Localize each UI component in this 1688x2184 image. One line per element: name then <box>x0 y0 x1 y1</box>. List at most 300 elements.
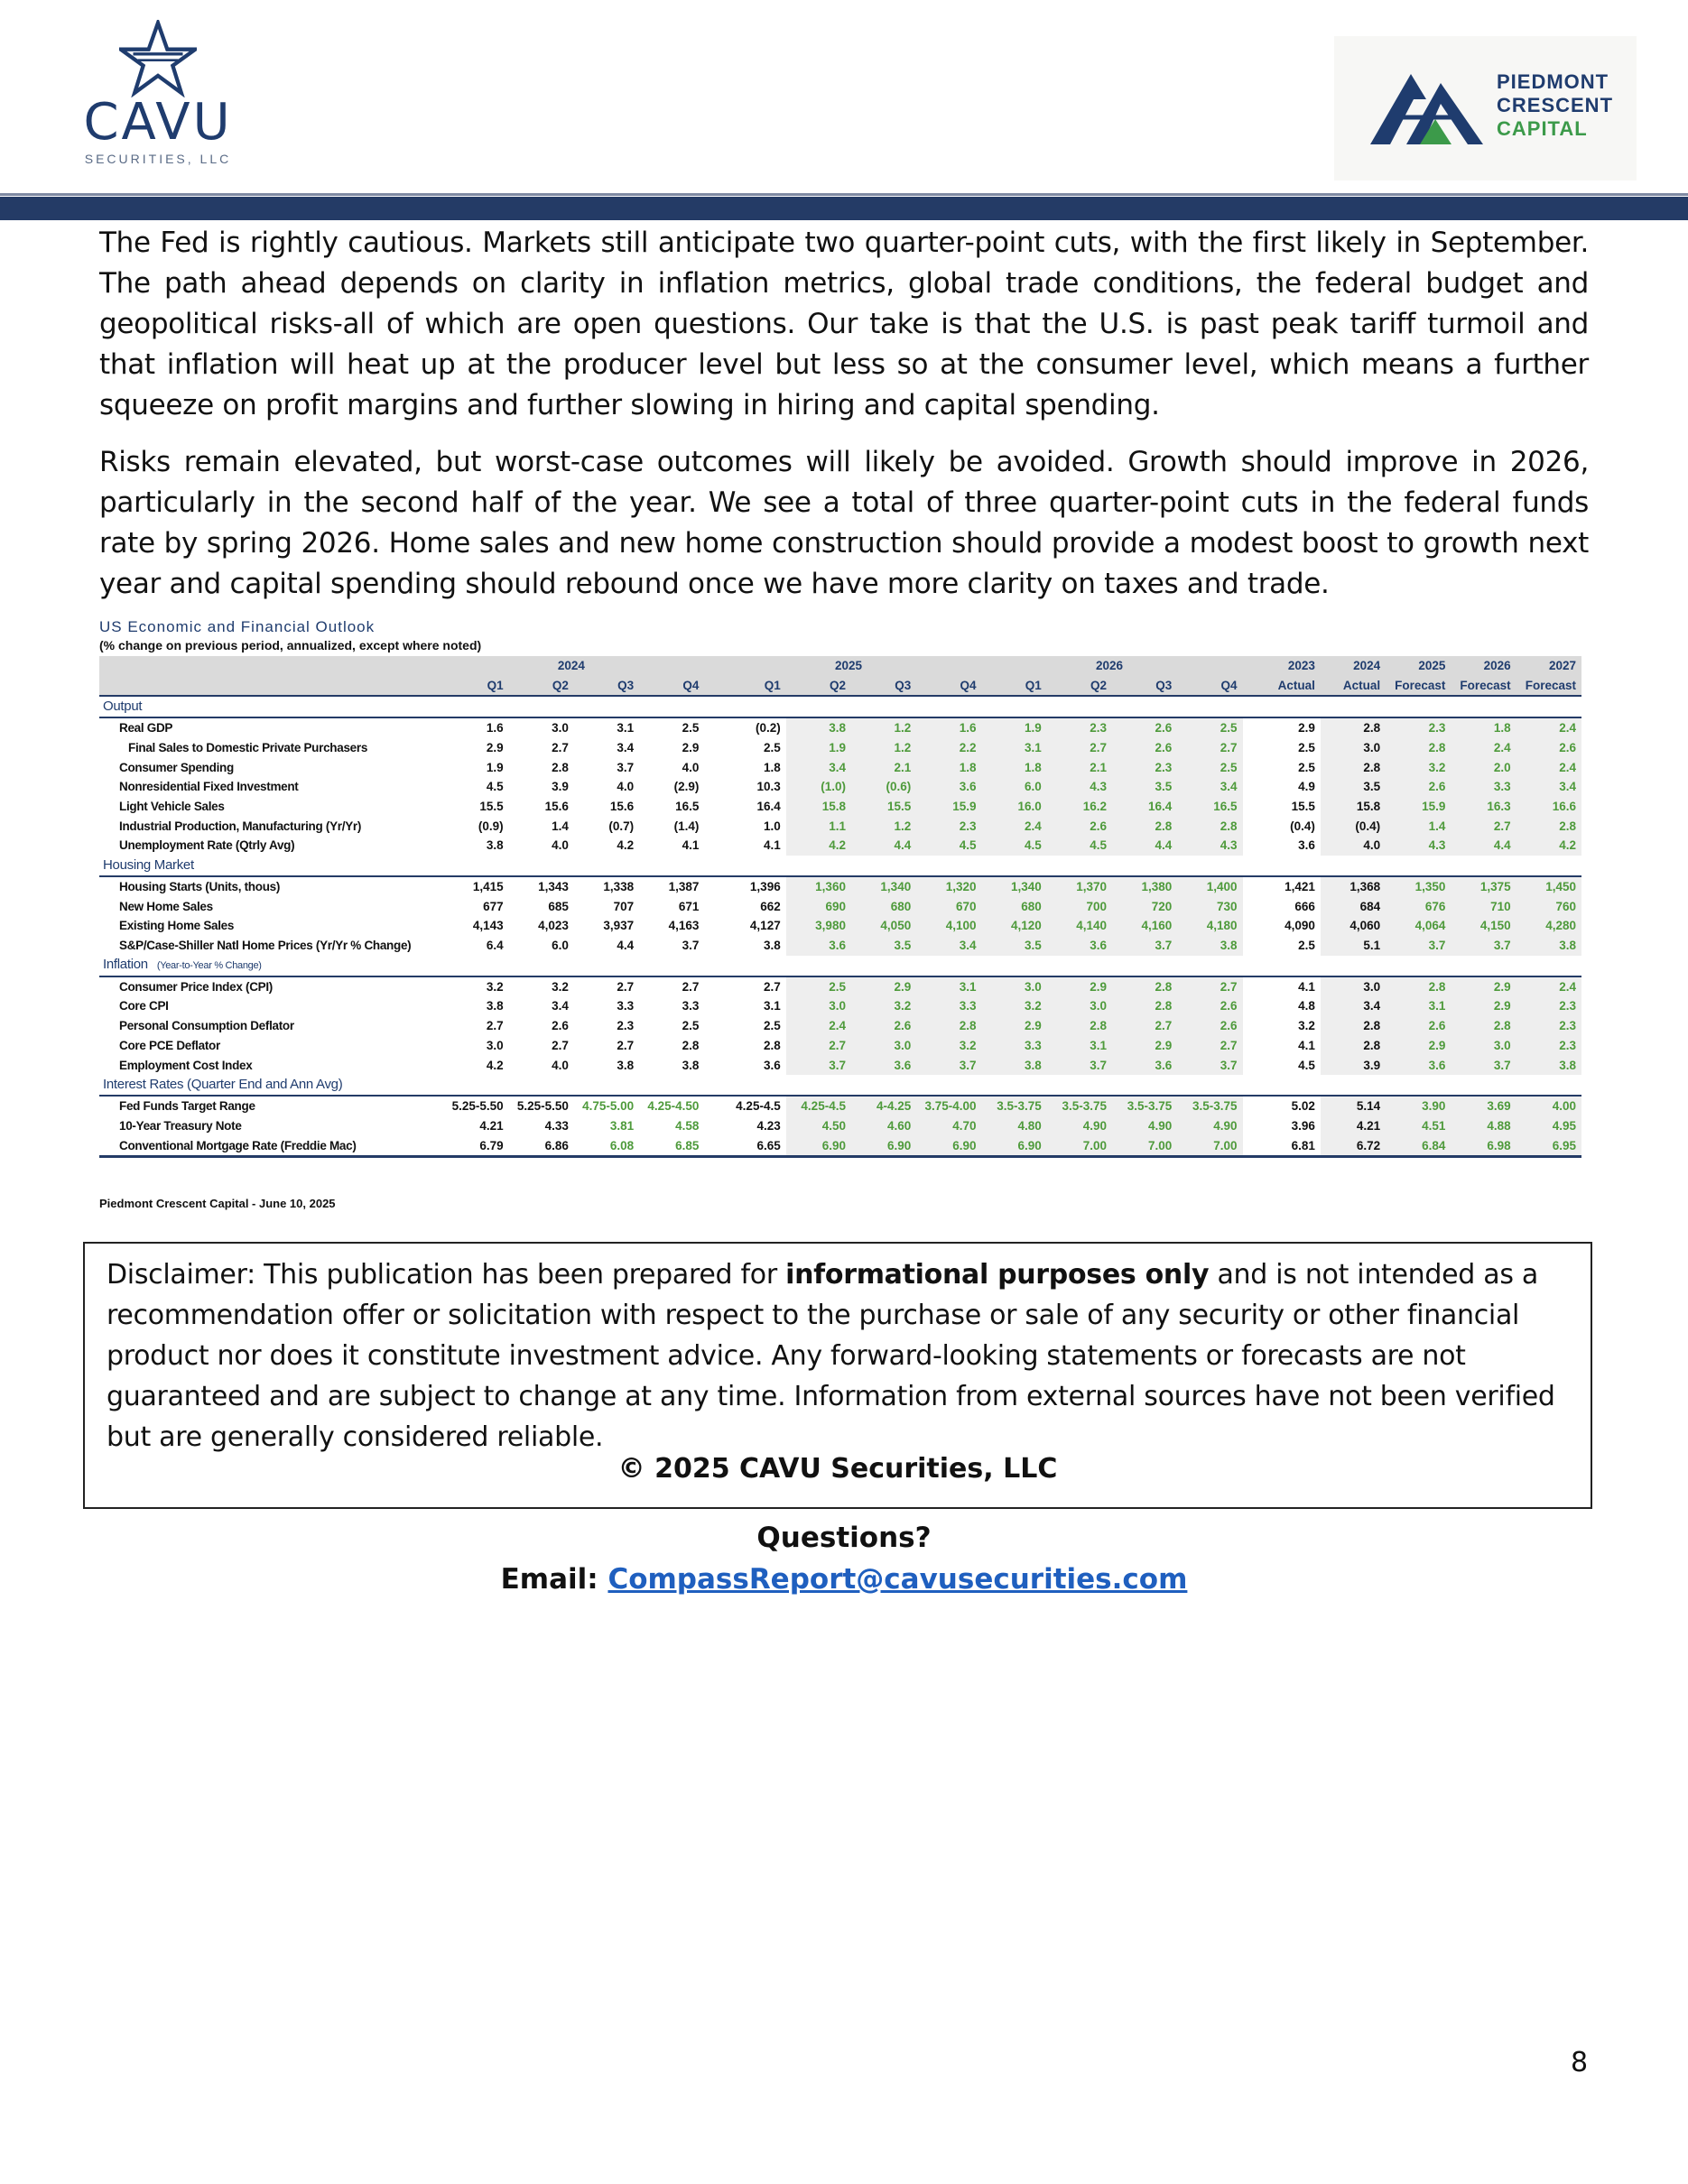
quarter-value: 3.5-3.75 <box>1177 1096 1242 1116</box>
quarter-value: 4.58 <box>675 1118 700 1133</box>
star-icon <box>119 20 197 97</box>
quarter-value: 3.75-4.00 <box>916 1096 981 1116</box>
gap-cell <box>704 997 720 1017</box>
annual-value: 666 <box>1294 899 1315 913</box>
gap-cell <box>1243 876 1256 897</box>
gap-cell <box>704 897 720 917</box>
annual-value: 3.6 <box>1386 1056 1451 1076</box>
quarter-value: 1.6 <box>916 717 981 738</box>
quarter-value: 2.5 <box>682 1019 700 1033</box>
quarter-value: 2.3 <box>617 1019 635 1033</box>
annual-value: 3.3 <box>1451 777 1516 797</box>
quarter-value: 4.0 <box>552 838 569 853</box>
quarter-value: 2.6 <box>1047 817 1112 837</box>
table-row <box>99 997 1581 1017</box>
table-row <box>99 1016 1581 1036</box>
header-quarter: Q4 <box>916 676 981 697</box>
annual-value: 2.9 <box>1451 997 1516 1017</box>
annual-value: 4.4 <box>1451 837 1516 856</box>
quarter-value: 1.2 <box>851 817 916 837</box>
quarter-value: 1,415 <box>472 880 504 894</box>
annual-value: 3.2 <box>1298 1019 1315 1033</box>
quarter-value: 2.7 <box>486 1019 504 1033</box>
annual-value: 2.6 <box>1516 738 1581 758</box>
quarter-value: 3.3 <box>682 999 700 1013</box>
table-row <box>99 1116 1581 1136</box>
header-quarter: Q1 <box>982 676 1047 697</box>
quarter-value: 4.0 <box>617 780 635 794</box>
table-row <box>99 817 1581 837</box>
quarter-value: 2.8 <box>763 1038 781 1052</box>
cavu-wordmark: CAVU <box>83 93 233 152</box>
quarter-value: 6.90 <box>786 1136 851 1157</box>
disclaimer-suffix: and is not intended as a recommendation offer or solicitation with respect to the purchase or sale of any security or other financial product nor does it constitute investment advice. Any forward-looking statements or forecasts are not guaranteed and are subject to change at any time. Information from external sources have not been verified but are generally considered reliable. <box>107 1259 1555 1453</box>
quarter-value: 3.6 <box>851 1056 916 1076</box>
quarter-value: 2.5 <box>682 721 700 736</box>
section-name: Output <box>103 699 143 715</box>
quarter-value: 2.2 <box>916 738 981 758</box>
quarter-value: 6.65 <box>720 1136 785 1157</box>
annual-value: 3.7 <box>1386 936 1451 956</box>
quarter-value: 2.7 <box>617 979 635 994</box>
gap-cell <box>704 777 720 797</box>
quarter-value: 2.1 <box>851 758 916 778</box>
row-label: Personal Consumption Deflator <box>119 1019 294 1033</box>
quarter-value: 2.9 <box>1047 976 1112 997</box>
annual-value: 2.9 <box>1298 721 1315 736</box>
quarter-value: 3.0 <box>786 997 851 1017</box>
quarter-value: 2.7 <box>617 1038 635 1052</box>
quarter-value: (0.6) <box>851 777 916 797</box>
quarter-value: 7.00 <box>1047 1136 1112 1157</box>
quarter-value: 1,338 <box>603 880 635 894</box>
quarter-value: 3.7 <box>1047 1056 1112 1076</box>
header-rule <box>0 197 1688 220</box>
quarter-value: 4.0 <box>682 760 700 774</box>
annual-value: 2.7 <box>1451 817 1516 837</box>
annual-value: 4.00 <box>1516 1096 1581 1116</box>
quarter-value: 6.79 <box>443 1136 508 1157</box>
quarter-value: 680 <box>851 897 916 917</box>
quarter-value: 4.90 <box>1112 1116 1177 1136</box>
quarter-value: 2.7 <box>1177 1036 1242 1056</box>
piedmont-line: PIEDMONT <box>1497 70 1609 93</box>
header-quarter: Q1 <box>720 676 785 697</box>
header-quarter: Q3 <box>574 676 639 697</box>
row-label: 10-Year Treasury Note <box>119 1118 242 1133</box>
annual-value: 15.9 <box>1386 797 1451 817</box>
quarter-value: 2.8 <box>1112 976 1177 997</box>
annual-value: 6.98 <box>1451 1136 1516 1157</box>
quarter-value: 4.2 <box>786 837 851 856</box>
header-quarter: Q1 <box>443 676 508 697</box>
gap-cell <box>704 837 720 856</box>
quarter-value: (1.4) <box>673 819 700 833</box>
quarter-value: 10.3 <box>756 780 781 794</box>
table-row <box>99 758 1581 778</box>
row-label: Final Sales to Domestic Private Purchasers <box>128 740 368 754</box>
header-annual-label: Forecast <box>1516 676 1581 697</box>
header-rule-thin <box>0 193 1688 196</box>
quarter-value: 2.7 <box>682 979 700 994</box>
annual-value: 1,450 <box>1516 876 1581 897</box>
quarter-value: 2.7 <box>552 1038 569 1052</box>
annual-value: 4.0 <box>1321 837 1386 856</box>
quarter-value: 1.2 <box>851 738 916 758</box>
table-subtitle: (% change on previous period, annualized, except where noted) <box>99 638 482 652</box>
row-label: Consumer Price Index (CPI) <box>119 979 273 994</box>
annual-value: 2.5 <box>1298 939 1315 953</box>
quarter-value: 2.8 <box>682 1038 700 1052</box>
annual-value: 6.95 <box>1516 1136 1581 1157</box>
quarter-value: 15.5 <box>479 799 504 813</box>
annual-value: 3.9 <box>1321 1056 1386 1076</box>
annual-value: 2.8 <box>1516 817 1581 837</box>
quarter-value: 2.7 <box>1177 976 1242 997</box>
quarter-value: 3.6 <box>786 936 851 956</box>
annual-value: 3.2 <box>1386 758 1451 778</box>
quarter-value: 662 <box>760 899 781 913</box>
quarter-value: (0.2) <box>755 721 781 736</box>
row-label: S&P/Case-Shiller Natl Home Prices (Yr/Yr % Change) <box>119 939 412 953</box>
annual-value: 3.5 <box>1321 777 1386 797</box>
quarter-value: 4.0 <box>552 1058 569 1072</box>
quarter-value: 1,360 <box>786 876 851 897</box>
quarter-value: 2.8 <box>1112 997 1177 1017</box>
row-label: Core PCE Deflator <box>119 1038 220 1052</box>
quarter-value: 4.1 <box>682 838 700 853</box>
gap-cell <box>1243 1016 1256 1036</box>
header-year-2026: 2026 <box>982 656 1243 676</box>
quarter-value: 2.8 <box>1177 817 1242 837</box>
header-annual-year: 2023 <box>1256 656 1321 676</box>
header-year-2024: 2024 <box>443 656 704 676</box>
quarter-value: 6.86 <box>509 1136 574 1157</box>
quarter-value: 3.6 <box>1112 1056 1177 1076</box>
gap-cell <box>704 758 720 778</box>
quarter-value: 4.5 <box>916 837 981 856</box>
annual-value: 2.3 <box>1516 1036 1581 1056</box>
annual-value: 2.8 <box>1451 1016 1516 1036</box>
annual-value: 4.5 <box>1298 1058 1315 1072</box>
row-label: Existing Home Sales <box>119 919 235 933</box>
header-quarter: Q2 <box>509 676 574 697</box>
annual-value: 1,368 <box>1321 876 1386 897</box>
annual-value: 1.8 <box>1451 717 1516 738</box>
section-blank <box>704 696 1581 717</box>
quarter-value: 2.6 <box>851 1016 916 1036</box>
annual-value: 2.8 <box>1321 1016 1386 1036</box>
annual-value: 3.8 <box>1516 936 1581 956</box>
gap-cell <box>1243 837 1256 856</box>
quarter-value: 680 <box>982 897 1047 917</box>
header-quarter: Q3 <box>851 676 916 697</box>
quarter-value: 6.4 <box>486 939 504 953</box>
quarter-value: 4.25-4.5 <box>736 1099 781 1114</box>
quarter-value: 3.8 <box>486 999 504 1013</box>
table-section-row <box>99 1075 1581 1096</box>
table-row <box>99 1136 1581 1157</box>
quarter-value: 3.4 <box>1177 777 1242 797</box>
gap-cell <box>1243 1096 1256 1116</box>
annual-value: 2.9 <box>1386 1036 1451 1056</box>
table-row <box>99 917 1581 937</box>
annual-value: 3.0 <box>1321 738 1386 758</box>
quarter-value: 4.70 <box>916 1116 981 1136</box>
quarter-value: 2.5 <box>1177 717 1242 738</box>
table-row <box>99 738 1581 758</box>
header-annual-label: Forecast <box>1386 676 1451 697</box>
quarter-value: 16.2 <box>1047 797 1112 817</box>
annual-value: 2.0 <box>1451 758 1516 778</box>
header-quarter: Q4 <box>639 676 704 697</box>
row-label: Industrial Production, Manufacturing (Yr/Yr) <box>119 819 362 833</box>
annual-value: (0.4) <box>1290 819 1315 833</box>
header-gap <box>704 676 720 697</box>
annual-value: 760 <box>1516 897 1581 917</box>
quarter-value: 1,400 <box>1177 876 1242 897</box>
annual-value: 6.84 <box>1386 1136 1451 1157</box>
quarter-value: 3.5 <box>851 936 916 956</box>
quarter-value: 3.3 <box>916 997 981 1017</box>
gap-cell <box>704 717 720 738</box>
quarter-value: 3.7 <box>1177 1056 1242 1076</box>
quarter-value: 3.5-3.75 <box>1047 1096 1112 1116</box>
gap-cell <box>1243 777 1256 797</box>
quarter-value: 2.4 <box>982 817 1047 837</box>
quarter-value: 2.3 <box>1112 758 1177 778</box>
quarter-value: 3.8 <box>617 1058 635 1072</box>
annual-value: 2.8 <box>1386 976 1451 997</box>
row-label: Consumer Spending <box>119 760 234 774</box>
quarter-value: 4.4 <box>617 939 635 953</box>
quarter-value: 3.5 <box>1112 777 1177 797</box>
gap-cell <box>1243 997 1256 1017</box>
quarter-value: 7.00 <box>1177 1136 1242 1157</box>
quarter-value: 4,143 <box>472 919 504 933</box>
quarter-value: 3.8 <box>682 1058 700 1072</box>
table-row <box>99 936 1581 956</box>
annual-value: 4,064 <box>1386 917 1451 937</box>
quarter-value: 2.7 <box>1177 738 1242 758</box>
table-row <box>99 976 1581 997</box>
row-label: Light Vehicle Sales <box>119 799 225 813</box>
quarter-value: 3.8 <box>763 939 781 953</box>
quarter-value: 2.4 <box>786 1016 851 1036</box>
gap-cell <box>1243 717 1256 738</box>
quarter-value: 3.1 <box>763 999 781 1013</box>
quarter-value: 4.1 <box>763 838 781 853</box>
annual-value: 1.4 <box>1386 817 1451 837</box>
page-number: 8 <box>1571 2047 1589 2078</box>
table-section-row <box>99 856 1581 876</box>
quarter-value: 3.81 <box>609 1118 635 1133</box>
quarter-value: 4.90 <box>1047 1116 1112 1136</box>
table-section-row <box>99 696 1581 717</box>
copyright: © 2025 CAVU Securities, LLC <box>617 1453 1058 1485</box>
annual-value: 3.1 <box>1386 997 1451 1017</box>
outlook-table-block <box>99 617 1589 1158</box>
quarter-value: 4.60 <box>851 1116 916 1136</box>
quarter-value: 5.25-5.50 <box>516 1099 569 1114</box>
quarter-value: 4-4.25 <box>851 1096 916 1116</box>
quarter-value: 3.7 <box>1112 936 1177 956</box>
annual-value: 6.81 <box>1256 1136 1321 1157</box>
quarter-value: 4.90 <box>1177 1116 1242 1136</box>
row-label: Housing Starts (Units, thous) <box>119 880 281 894</box>
quarter-value: 677 <box>483 899 504 913</box>
gap-cell <box>1243 817 1256 837</box>
annual-value: 710 <box>1451 897 1516 917</box>
quarter-value: 4.23 <box>756 1118 781 1133</box>
row-label: New Home Sales <box>119 899 213 913</box>
quarter-value: 2.9 <box>1112 1036 1177 1056</box>
quarter-value: (1.0) <box>786 777 851 797</box>
table-row <box>99 837 1581 856</box>
annual-value: 4.9 <box>1298 780 1315 794</box>
gap-cell <box>704 1016 720 1036</box>
quarter-value: 3.1 <box>1047 1036 1112 1056</box>
annual-value: 2.3 <box>1516 997 1581 1017</box>
header-gap <box>1243 676 1256 697</box>
quarter-value: 3.0 <box>1047 997 1112 1017</box>
table-title: US Economic and Financial Outlook <box>99 618 376 635</box>
annual-value: 2.5 <box>1298 760 1315 774</box>
annual-value: 2.4 <box>1516 717 1581 738</box>
quarter-value: 3.0 <box>552 721 569 736</box>
quarter-value: 3.6 <box>1047 936 1112 956</box>
capital-line: CAPITAL <box>1497 117 1588 140</box>
header-gap <box>704 656 720 676</box>
row-label: Employment Cost Index <box>119 1058 253 1072</box>
quarter-value: 15.9 <box>916 797 981 817</box>
quarter-value: 3.4 <box>617 740 635 754</box>
quarter-value: 2.9 <box>982 1016 1047 1036</box>
quarter-value: 1.2 <box>851 717 916 738</box>
quarter-value: 1.0 <box>763 819 781 833</box>
annual-value: 4.95 <box>1516 1116 1581 1136</box>
quarter-value: 4,163 <box>668 919 700 933</box>
header-quarter: Q2 <box>786 676 851 697</box>
quarter-value: 2.6 <box>1112 717 1177 738</box>
quarter-value: 3.1 <box>617 721 635 736</box>
annual-value: 2.8 <box>1386 738 1451 758</box>
quarter-value: 3.2 <box>916 1036 981 1056</box>
annual-value: 6.72 <box>1321 1136 1386 1157</box>
quarter-value: 2.6 <box>1112 738 1177 758</box>
quarter-value: 4.21 <box>479 1118 504 1133</box>
quarter-value: 15.5 <box>851 797 916 817</box>
quarter-value: 4,127 <box>749 919 781 933</box>
quarter-value: 16.5 <box>1177 797 1242 817</box>
quarter-value: 3.2 <box>552 979 569 994</box>
quarter-value: 4,120 <box>982 917 1047 937</box>
quarter-value: 3.2 <box>851 997 916 1017</box>
quarter-value: 3.8 <box>1177 936 1242 956</box>
annual-value: 1,421 <box>1285 880 1315 894</box>
section-label <box>99 856 704 876</box>
cavu-logo <box>72 20 244 164</box>
quarter-value: 2.9 <box>486 740 504 754</box>
disclaimer-text <box>107 1254 1569 1458</box>
quarter-value: 4.75-5.00 <box>582 1099 635 1114</box>
quarter-value: 2.8 <box>552 760 569 774</box>
section-blank <box>704 1075 1581 1096</box>
mountain-mark-icon <box>1370 63 1483 153</box>
quarter-value: 3.6 <box>916 777 981 797</box>
annual-value: 2.3 <box>1516 1016 1581 1036</box>
quarter-value: 2.7 <box>786 1036 851 1056</box>
annual-value: 2.4 <box>1516 758 1581 778</box>
quarter-value: 4.5 <box>982 837 1047 856</box>
annual-value: 4.51 <box>1386 1116 1451 1136</box>
quarter-value: 700 <box>1047 897 1112 917</box>
quarter-value: 1.8 <box>916 758 981 778</box>
annual-value: 2.3 <box>1386 717 1451 738</box>
quarter-value: 3.9 <box>552 780 569 794</box>
quarter-value: 2.8 <box>916 1016 981 1036</box>
quarter-value: 2.7 <box>1047 738 1112 758</box>
gap-cell <box>1243 936 1256 956</box>
table-source: Piedmont Crescent Capital - June 10, 2025 <box>99 1197 336 1210</box>
outlook-table <box>99 656 1581 1158</box>
header-annual-label: Actual <box>1321 676 1386 697</box>
annual-value: 2.6 <box>1386 777 1451 797</box>
quarter-value: 720 <box>1112 897 1177 917</box>
disclaimer-bold: informational purposes only <box>785 1259 1210 1291</box>
quarter-value: 4,160 <box>1112 917 1177 937</box>
annual-value: 3.4 <box>1321 997 1386 1017</box>
quarter-value: 2.7 <box>763 979 781 994</box>
quarter-value: 1.9 <box>786 738 851 758</box>
annual-value: 5.14 <box>1321 1096 1386 1116</box>
annual-value: 4,150 <box>1451 917 1516 937</box>
quarter-value: 6.85 <box>639 1136 704 1157</box>
gap-cell <box>1243 897 1256 917</box>
section-blank <box>704 956 1581 976</box>
body-paragraph-2: Risks remain elevated, but worst-case outcomes will likely be avoided. Growth should improve in 2026, particularly in the second half of the year. We see a total of three quarter-point cuts in the federal funds rate by spring 2026. Home sales and new home construction should provide a modest boost to growth next year and capital spending should rebound once we have more clarity on taxes and trade. <box>99 446 1589 600</box>
gap-cell <box>1243 1056 1256 1076</box>
quarter-value: 1.8 <box>982 758 1047 778</box>
table-row <box>99 1056 1581 1076</box>
annual-value: 15.5 <box>1291 799 1315 813</box>
quarter-value: 3.6 <box>763 1058 781 1072</box>
annual-value: 3.90 <box>1386 1096 1451 1116</box>
gap-cell <box>1243 917 1256 937</box>
header-blank <box>99 656 443 676</box>
quarter-value: 2.9 <box>851 976 916 997</box>
gap-cell <box>1243 976 1256 997</box>
quarter-value: 4.2 <box>617 838 635 853</box>
quarter-value: 4.50 <box>786 1116 851 1136</box>
table-row <box>99 1096 1581 1116</box>
quarter-value: 3.4 <box>916 936 981 956</box>
quarter-value: 1.9 <box>486 760 504 774</box>
gap-cell <box>1243 738 1256 758</box>
row-label: Real GDP <box>119 721 173 736</box>
email-link[interactable]: CompassReport@cavusecurities.com <box>607 1563 1188 1596</box>
annual-value: 2.6 <box>1386 1016 1451 1036</box>
row-label: Nonresidential Fixed Investment <box>119 780 299 794</box>
quarter-value: 3.3 <box>982 1036 1047 1056</box>
quarter-value: 2.5 <box>786 976 851 997</box>
email-line <box>0 1563 1688 1596</box>
annual-value: 2.5 <box>1298 740 1315 754</box>
quarter-value: 3.8 <box>486 838 504 853</box>
quarter-value: 685 <box>548 899 569 913</box>
header-blank <box>99 676 443 697</box>
gap-cell <box>704 817 720 837</box>
